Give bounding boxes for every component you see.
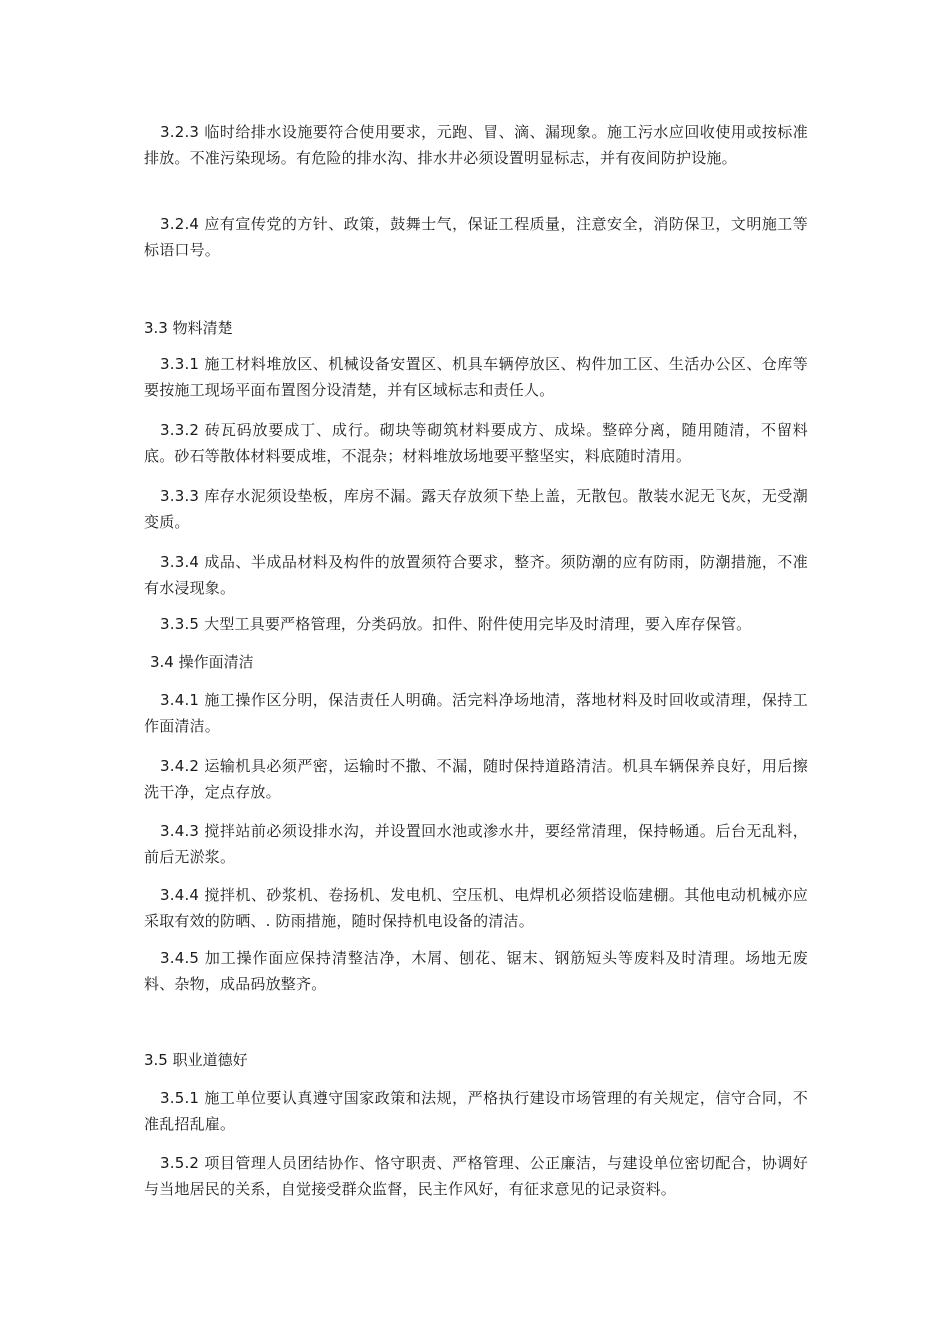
paragraph-3-4-1: 3.4.1 施工操作区分明，保洁责任人明确。活完料净场地清，落地材料及时回收或清理，保持工作面清洁。 bbox=[144, 691, 808, 735]
paragraph-3-3-3: 3.3.3 库存水泥须设垫板，库房不漏。露天存放须下垫上盖，无散包。散装水泥无飞灰，无受潮变质。 bbox=[144, 487, 808, 531]
paragraph-3-4-3: 3.4.3 搅拌站前必须设排水沟，并设置回水池或渗水井，要经常清理，保持畅通。后台无乱料，前后无淤浆。 bbox=[144, 822, 808, 866]
paragraph-3-2-4: 3.2.4 应有宣传党的方针、政策，鼓舞士气，保证工程质量，注意安全，消防保卫，文明施工等标语口号。 bbox=[144, 215, 808, 259]
paragraph-3-5-1: 3.5.1 施工单位要认真遵守国家政策和法规，严格执行建设市场管理的有关规定，信守合同，不准乱招乱雇。 bbox=[144, 1089, 808, 1133]
paragraph-3-3-1: 3.3.1 施工材料堆放区、机械设备安置区、机具车辆停放区、构件加工区、生活办公区、仓库等要按施工现场平面布置图分设清楚，并有区域标志和责任人。 bbox=[144, 355, 808, 399]
paragraph-3-2-3: 3.2.3 临时给排水设施要符合使用要求，元跑、冒、滴、漏现象。施工污水应回收使用或按标准排放。不准污染现场。有危险的排水沟、排水井必须设置明显标志，并有夜间防护设施。 bbox=[144, 123, 808, 167]
paragraph-3-4-2: 3.4.2 运输机具必须严密，运输时不撒、不漏，随时保持道路清洁。机具车辆保养良好，用后擦洗干净，定点存放。 bbox=[144, 757, 808, 801]
paragraph-3-3-5: 3.3.5 大型工具要严格管理，分类码放。扣件、附件使用完毕及时清理，要入库存保管。 bbox=[160, 615, 752, 633]
paragraph-3-5-2: 3.5.2 项目管理人员团结协作、恪守职责、严格管理、公正廉洁，与建设单位密切配合，协调好与当地居民的关系，自觉接受群众监督，民主作风好，有征求意见的记录资料。 bbox=[144, 1154, 808, 1198]
section-heading-3-5: 3.5 职业道德好 bbox=[144, 1051, 248, 1069]
paragraph-3-4-4: 3.4.4 搅拌机、砂浆机、卷扬机、发电机、空压机、电焊机必须搭设临建棚。其他电动机械亦应采取有效的防晒、. 防雨措施，随时保持机电设备的清洁。 bbox=[144, 886, 808, 930]
paragraph-3-3-4: 3.3.4 成品、半成品材料及构件的放置须符合要求，整齐。须防潮的应有防雨，防潮措施，不准有水浸现象。 bbox=[144, 553, 808, 597]
section-heading-3-4: 3.4 操作面清洁 bbox=[150, 653, 254, 671]
paragraph-3-4-5: 3.4.5 加工操作面应保持清整洁净，木屑、刨花、锯末、钢筋短头等废料及时清理。场地无废料、杂物，成品码放整齐。 bbox=[144, 949, 808, 993]
section-heading-3-3: 3.3 物料清楚 bbox=[144, 319, 233, 337]
paragraph-3-3-2: 3.3.2 砖瓦码放要成丁、成行。砌块等砌筑材料要成方、成垛。整碎分离，随用随清，不留料底。砂石等散体材料要成堆，不混杂；材料堆放场地要平整坚实，料底随时清用。 bbox=[144, 421, 808, 465]
